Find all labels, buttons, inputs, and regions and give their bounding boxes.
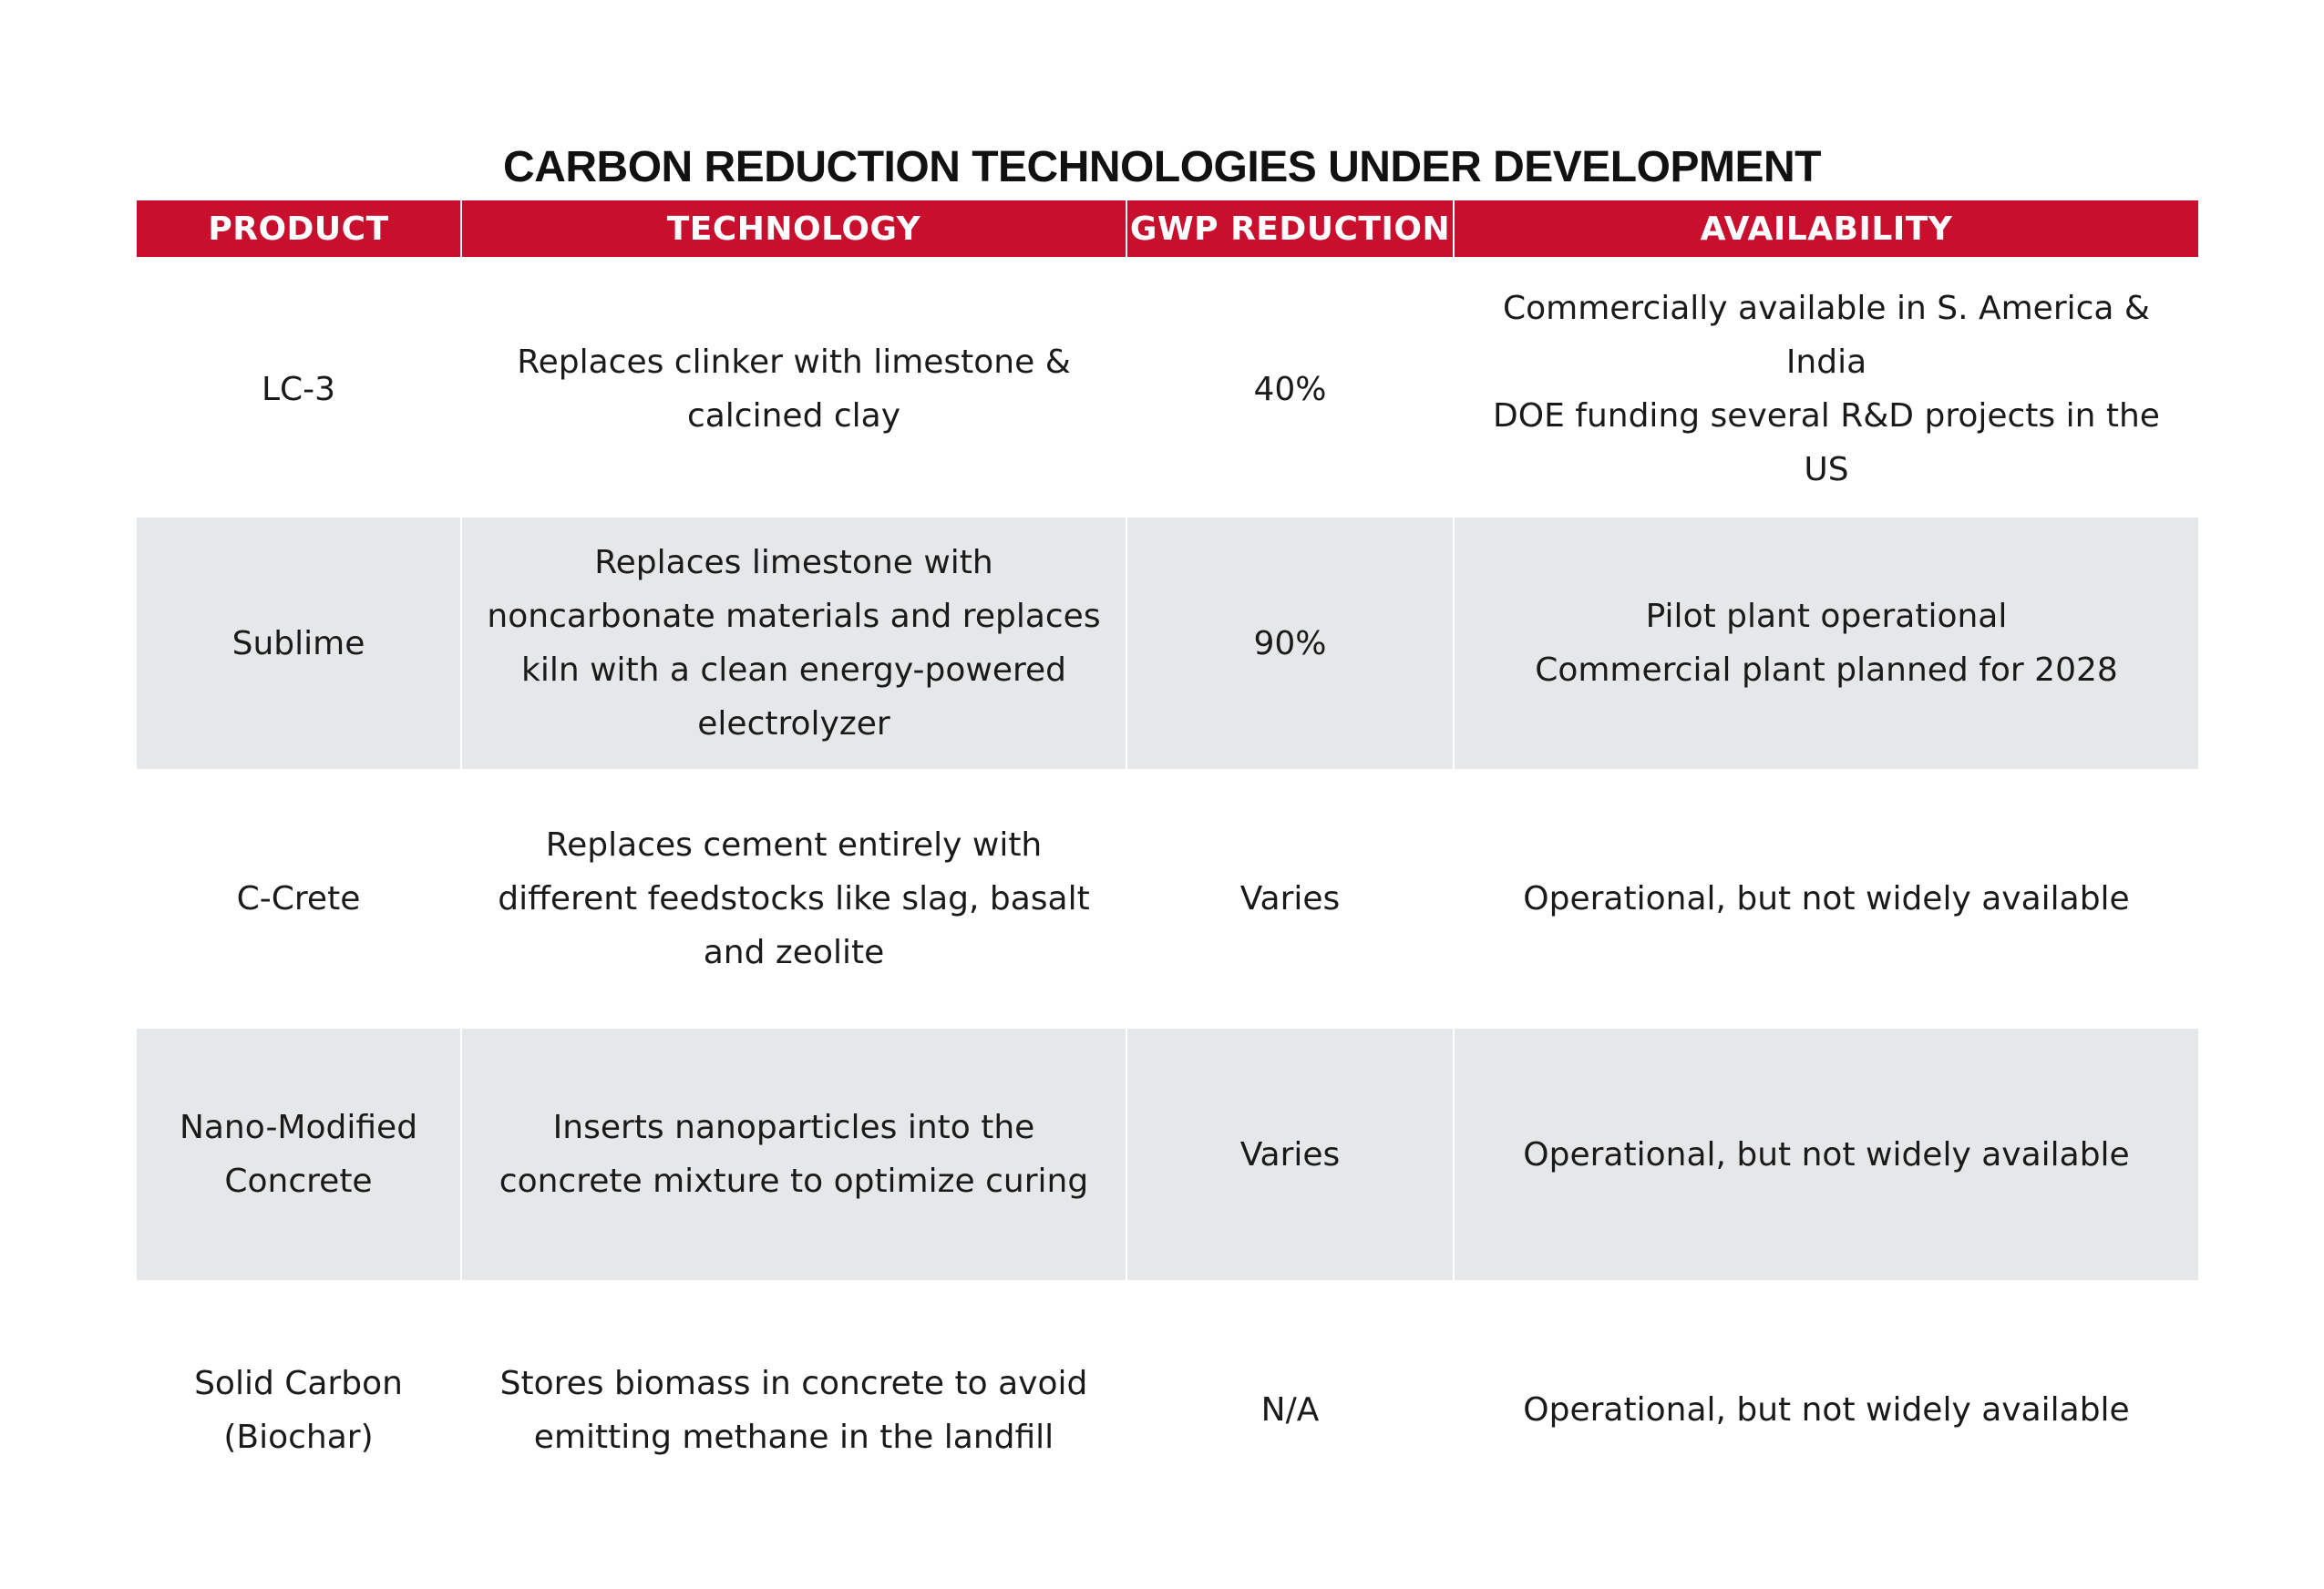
product-cell (137, 1029, 460, 1280)
gwp-cell (1127, 1029, 1453, 1280)
availability-text: Operational, but not widely available (1523, 1135, 2130, 1174)
gwp-text: N/A (1260, 1391, 1320, 1429)
product-text: LC-3 (261, 370, 336, 408)
availability-cell (1455, 518, 2198, 769)
product-cell (137, 1280, 460, 1540)
availability-cell (1455, 1029, 2198, 1280)
technology-table (137, 200, 2198, 1540)
gwp-text: 90% (1253, 624, 1327, 662)
gwp-text: 40% (1253, 370, 1327, 408)
technology-cell (462, 769, 1126, 1029)
gwp-text: Varies (1239, 1135, 1341, 1174)
gwp-text: Varies (1239, 880, 1341, 918)
product-text: C-Crete (236, 880, 361, 918)
availability-text: Operational, but not widely available (1523, 880, 2130, 918)
product-text: Nano-Modified Concrete (179, 1109, 418, 1200)
technology-text: Replaces limestone with noncarbonate materials and replaces kiln with a clean energy-powered electrolyzer (487, 544, 1101, 743)
technology-cell (462, 518, 1126, 769)
header-gwp-reduction: GWP REDUCTION (1127, 200, 1453, 257)
technology-cell (462, 1029, 1126, 1280)
availability-cell (1455, 769, 2198, 1029)
technology-cell (462, 1280, 1126, 1540)
availability-text: Commercially available in S. America & India DOE funding several R&D projects in the US (1493, 290, 2160, 488)
availability-text: Operational, but not widely available (1523, 1391, 2130, 1429)
header-technology: TECHNOLOGY (462, 200, 1126, 257)
gwp-cell (1127, 261, 1453, 518)
header-availability: AVAILABILITY (1455, 200, 2198, 257)
product-cell (137, 518, 460, 769)
table-title: CARBON REDUCTION TECHNOLOGIES UNDER DEVELOPMENT (503, 143, 1821, 191)
technology-text: Replaces cement entirely with different feedstocks like slag, basalt and zeolite (498, 826, 1090, 971)
header-product: PRODUCT (137, 200, 460, 257)
technology-cell (462, 261, 1126, 518)
gwp-cell (1127, 769, 1453, 1029)
technology-text: Stores biomass in concrete to avoid emitting methane in the landfill (499, 1364, 1088, 1456)
product-cell (137, 261, 460, 518)
gwp-cell (1127, 518, 1453, 769)
technology-text: Replaces clinker with limestone & calcined clay (517, 343, 1071, 435)
availability-cell (1455, 1280, 2198, 1540)
gwp-cell (1127, 1280, 1453, 1540)
product-text: Sublime (231, 624, 365, 662)
technology-text: Inserts nanoparticles into the concrete mixture to optimize curing (499, 1109, 1089, 1200)
availability-cell (1455, 261, 2198, 518)
product-cell (137, 769, 460, 1029)
product-text: Solid Carbon (Biochar) (194, 1364, 403, 1456)
availability-text: Pilot plant operational Commercial plant planned for 2028 (1535, 598, 2118, 689)
